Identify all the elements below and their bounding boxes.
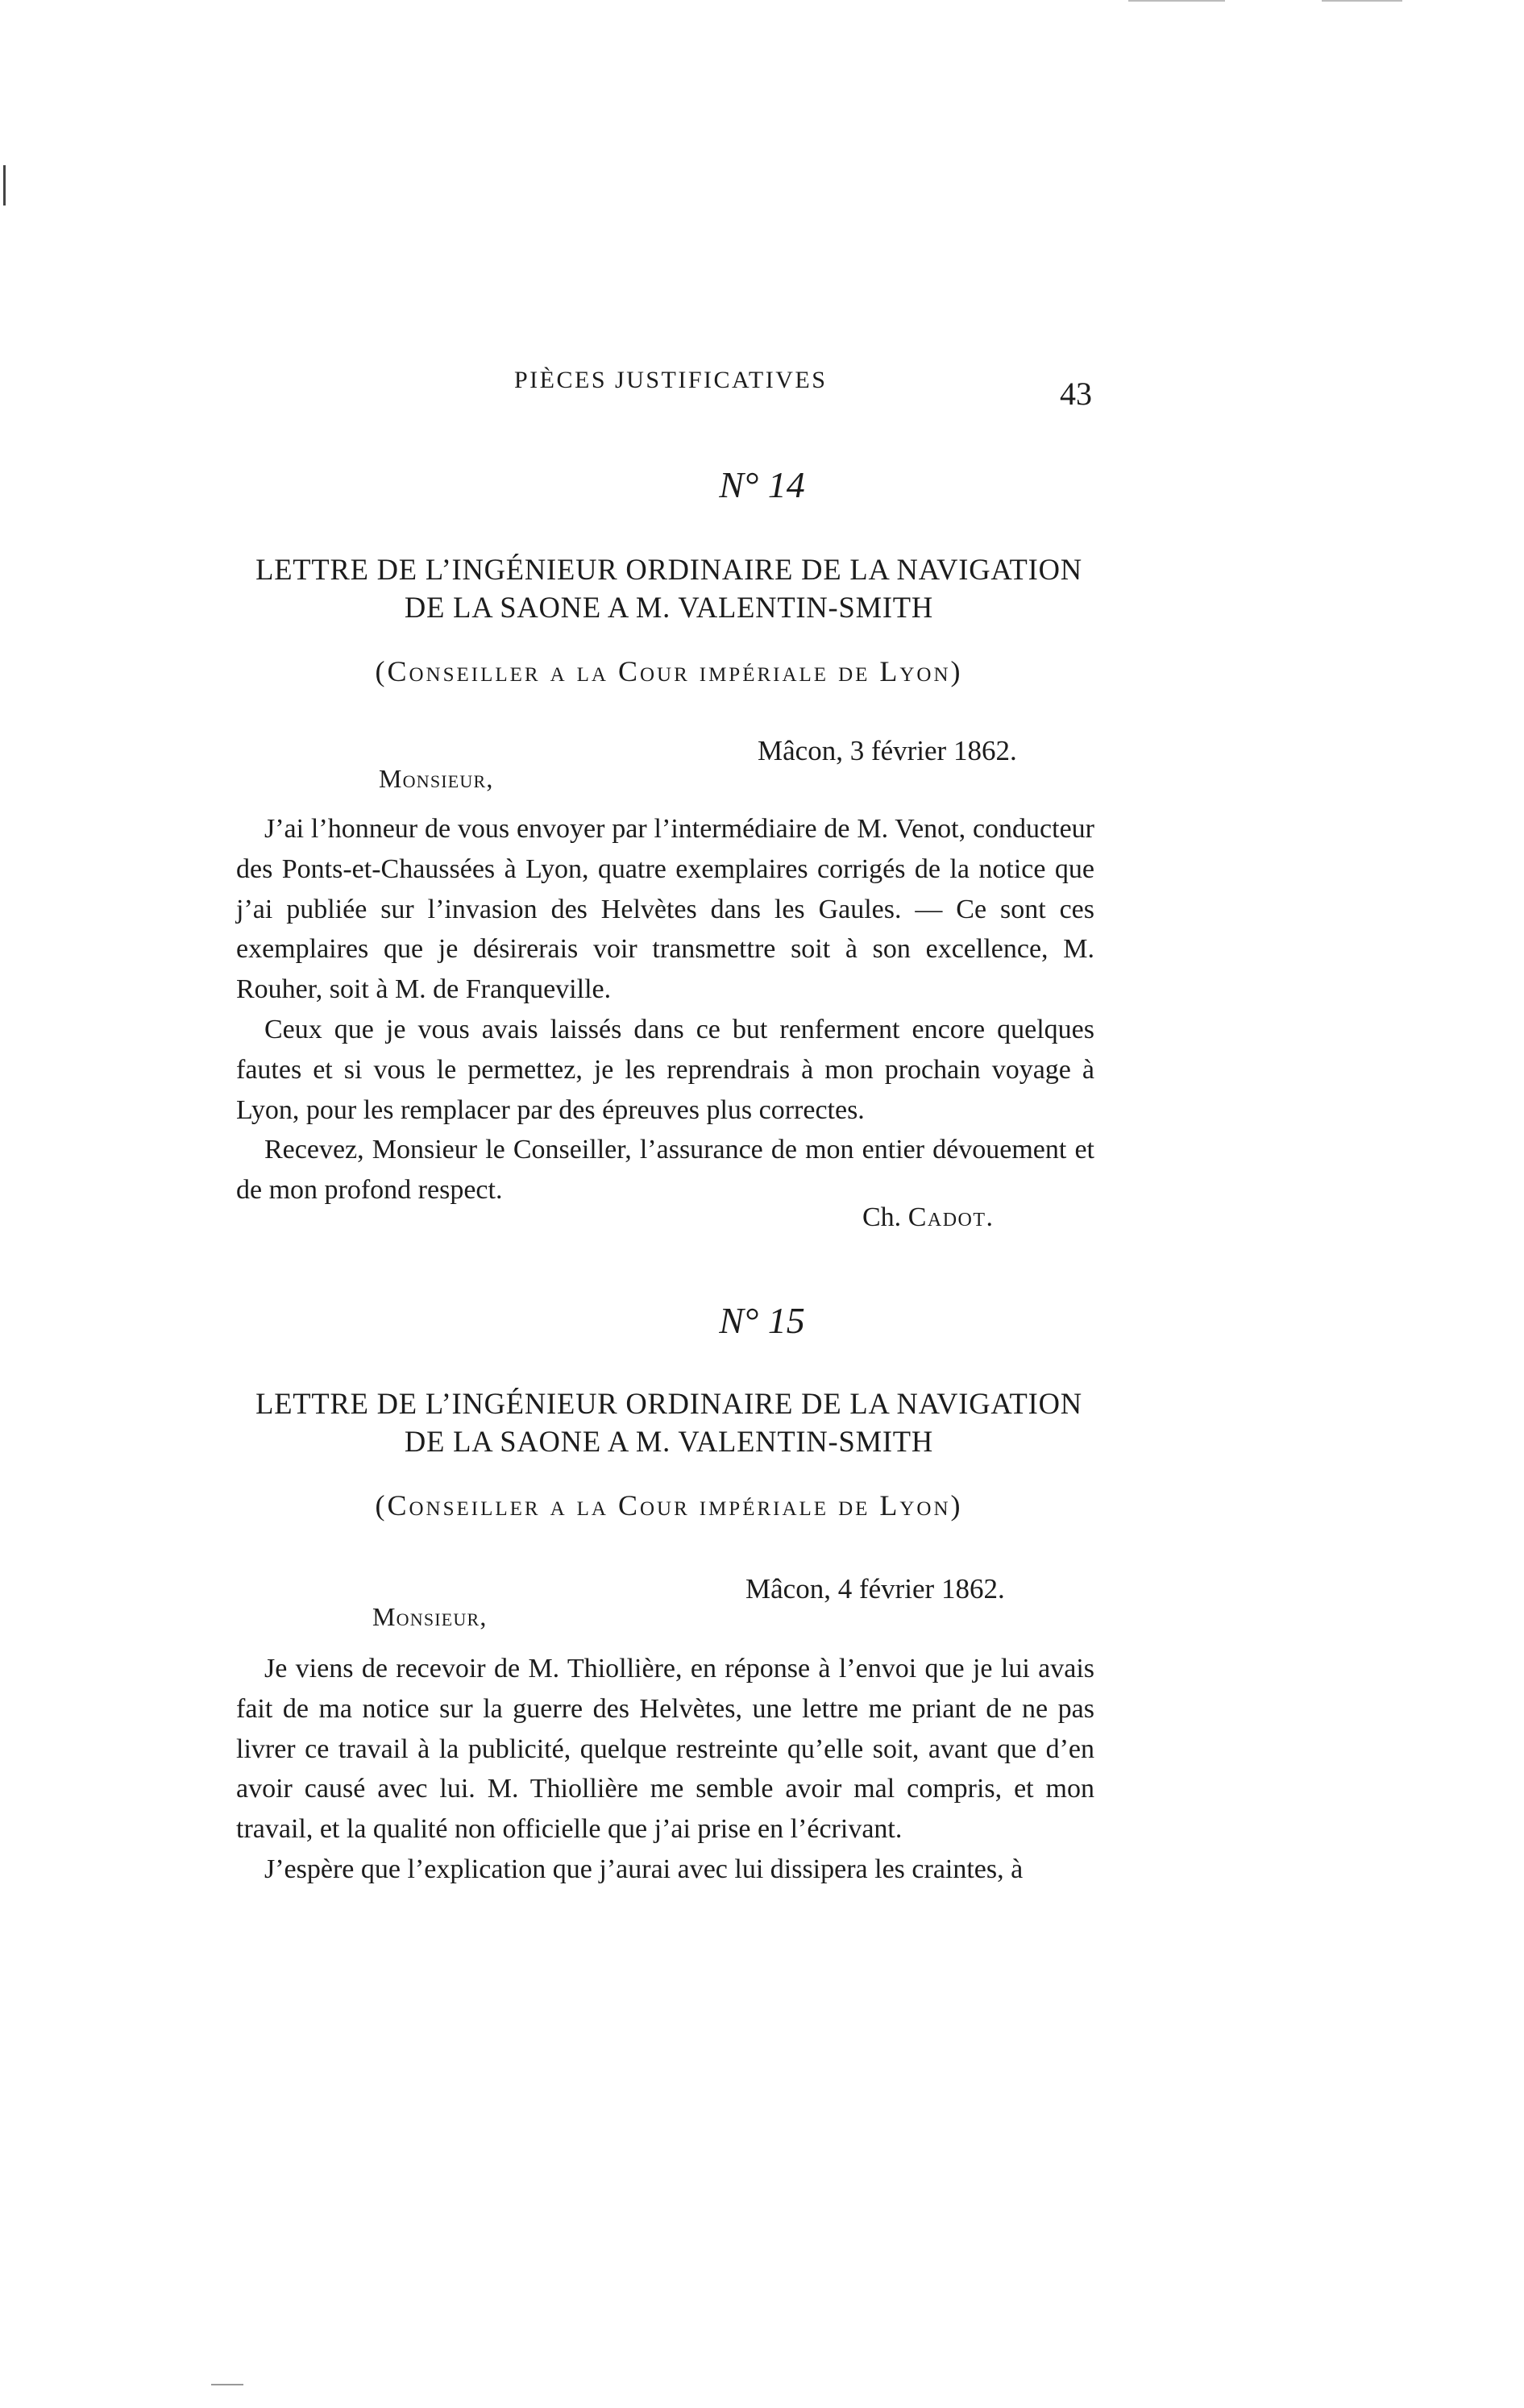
signature-name: Cadot. bbox=[907, 1202, 995, 1232]
signature bbox=[862, 1202, 995, 1233]
signature-initial: Ch. bbox=[862, 1202, 902, 1232]
salutation: Monsieur, bbox=[379, 764, 494, 793]
letter-body bbox=[236, 809, 1094, 1210]
paragraph: Recevez, Monsieur le Conseiller, l’assurance de mon entier dévouement et de mon profond respect. bbox=[236, 1135, 1094, 1206]
letter-title-line: DE LA SAONE A M. VALENTIN-SMITH bbox=[404, 1425, 934, 1458]
scan-edge-line bbox=[1322, 0, 1402, 2]
page-number: 43 bbox=[1060, 376, 1092, 412]
letter-subtitle: (Conseiller a la Cour impériale de Lyon) bbox=[375, 655, 963, 687]
dateline: Mâcon, 3 février 1862. bbox=[758, 735, 1017, 766]
paragraph: Ceux que je vous avais laissés dans ce but renferment encore quelques fautes et si vous le permettez, je les reprendrais à mon prochain voyage à Lyon, pour les remplacer par des épreuves plus correctes. bbox=[236, 1014, 1094, 1125]
letter-title-line: LETTRE DE L’INGÉNIEUR ORDINAIRE DE LA NAVIGATION bbox=[255, 1387, 1082, 1420]
letter-title-line: DE LA SAONE A M. VALENTIN-SMITH bbox=[404, 591, 934, 624]
paragraph: J’ai l’honneur de vous envoyer par l’intermédiaire de M. Venot, conducteur des Ponts-et-Chaussées à Lyon, quatre exemplaires corrigés de la notice que j’ai publiée sur l’invasion des Helvètes dans les Gaules. — Ce sont ces exemplaires que je désirerais voir transmettre soit à son excellence, M. Rouher, soit à M. de Franqueville. bbox=[236, 814, 1094, 1005]
letter-title bbox=[226, 550, 1112, 626]
letter-number: N° 14 bbox=[719, 464, 805, 505]
letter-number: N° 15 bbox=[719, 1300, 805, 1341]
paragraph: Je viens de recevoir de M. Thiollière, en réponse à l’envoi que je lui avais fait de ma notice sur la guerre des Helvètes, une lettre me priant de ne pas livrer ce travail à la publicité, quelque restreinte qu’elle soit, avant que d’en avoir causé avec lui. M. Thiollière me semble avoir mal compris, et mon travail, et la qualité non officielle que j’ai prise en l’écrivant. bbox=[236, 1654, 1094, 1845]
scan-margin-mark bbox=[3, 165, 6, 206]
letter-title bbox=[226, 1385, 1112, 1460]
dateline: Mâcon, 4 février 1862. bbox=[745, 1573, 1005, 1605]
scan-edge-line bbox=[211, 2384, 243, 2385]
paragraph: J’espère que l’explication que j’aurai avec lui dissipera les craintes, à bbox=[264, 1854, 1024, 1884]
scan-edge-line bbox=[1128, 0, 1225, 2]
running-header: PIÈCES JUSTIFICATIVES bbox=[514, 367, 828, 393]
salutation: Monsieur, bbox=[372, 1602, 488, 1631]
letter-subtitle: (Conseiller a la Cour impériale de Lyon) bbox=[375, 1489, 963, 1522]
letter-body bbox=[236, 1649, 1094, 1890]
letter-title-line: LETTRE DE L’INGÉNIEUR ORDINAIRE DE LA NAVIGATION bbox=[255, 553, 1082, 586]
